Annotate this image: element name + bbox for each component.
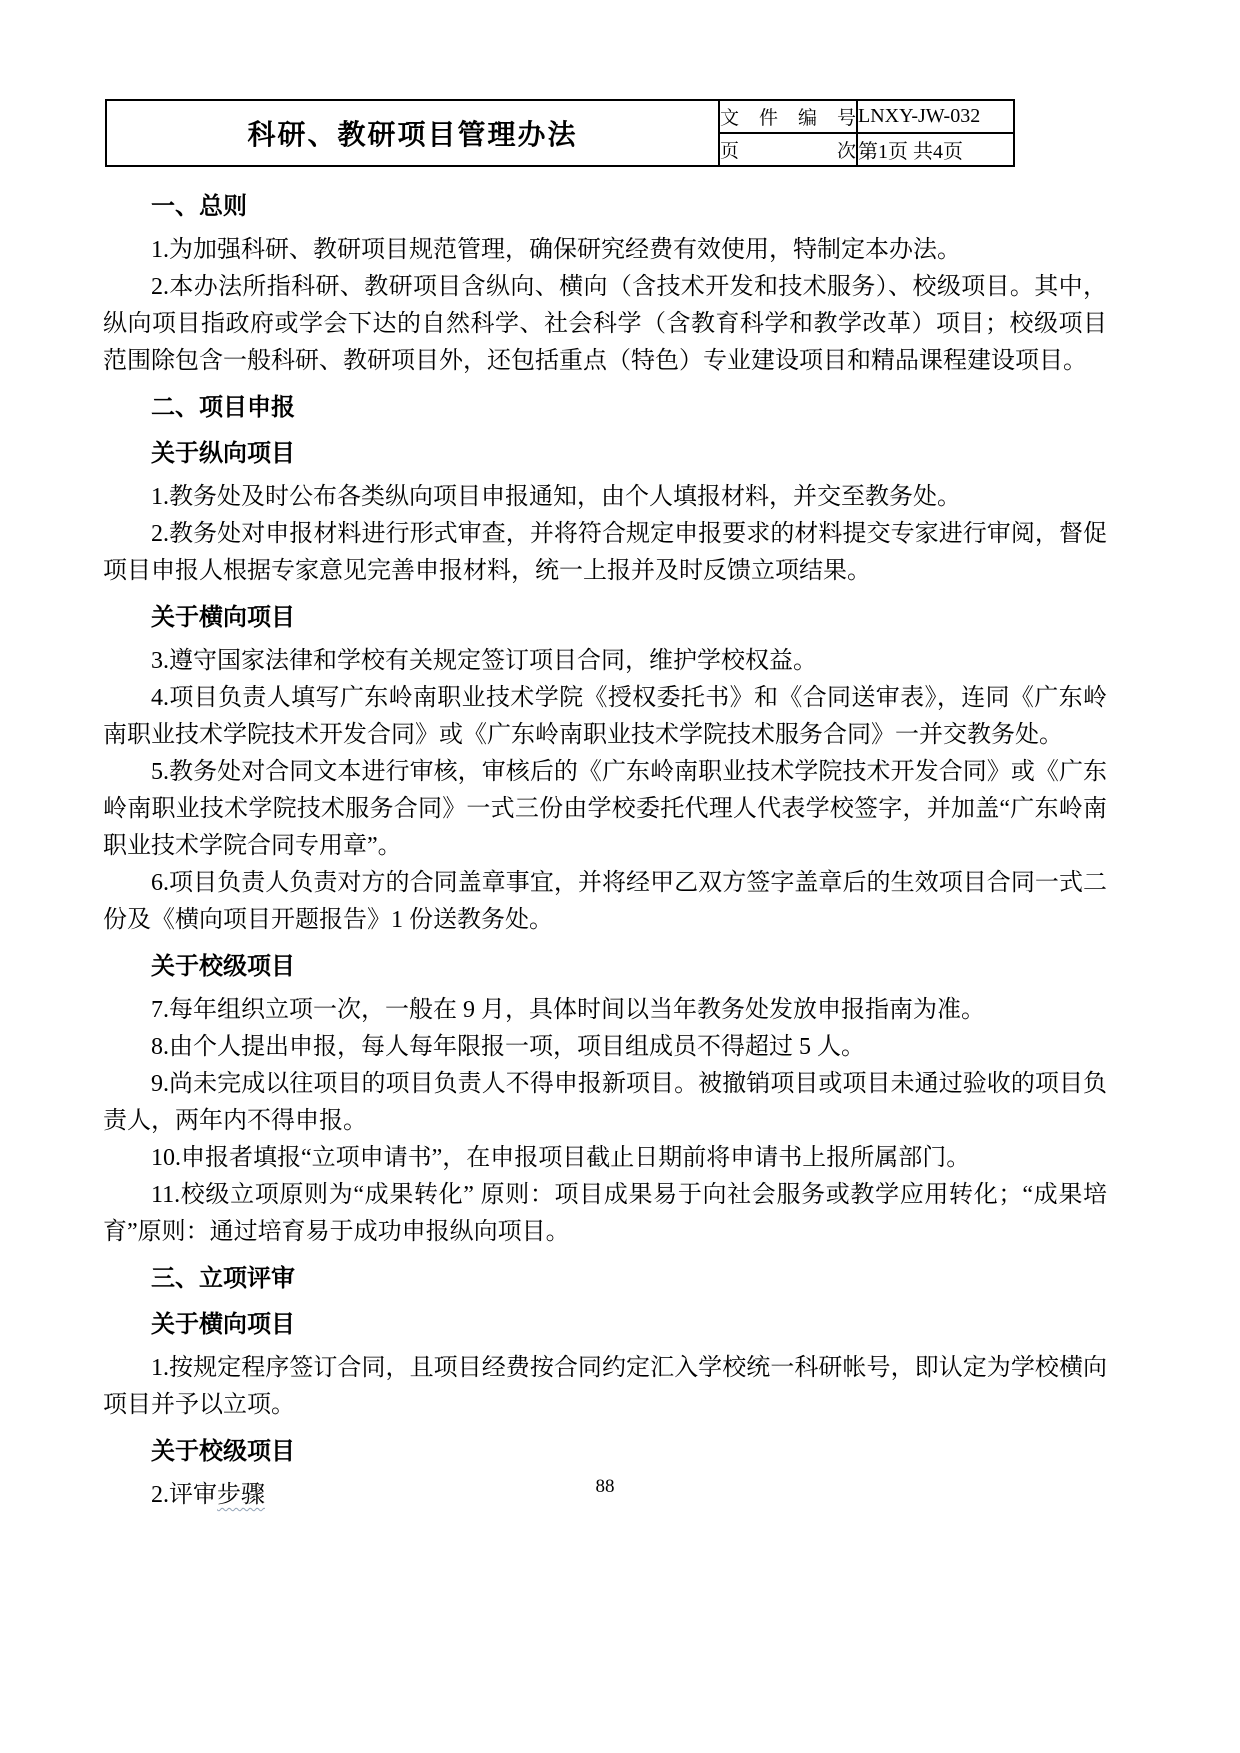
paragraph-application-1: 1.教务处及时公布各类纵向项目申报通知，由个人填报材料，并交至教务处。 xyxy=(151,484,961,510)
document-body xyxy=(103,188,1107,1514)
subsection-heading-school-projects: 关于校级项目 xyxy=(151,953,295,980)
document-header-table xyxy=(105,99,1015,167)
paragraph-application-11: 11.校级立项原则为“成果转化” 原则：项目成果易于向社会服务或教学应用转化；“成果培育”原则：通过培育易于成功申报纵向项目。 xyxy=(103,1182,1107,1245)
section-heading-general-rules: 一、总则 xyxy=(151,193,247,220)
section-heading-project-review: 三、立项评审 xyxy=(151,1265,295,1292)
subsection-heading-horizontal-projects: 关于横向项目 xyxy=(151,604,295,631)
paragraph-application-8: 8.由个人提出申报，每人每年限报一项，项目组成员不得超过 5 人。 xyxy=(151,1034,865,1060)
section-heading-project-application: 二、项目申报 xyxy=(151,394,295,421)
page-index-label: 页 次 xyxy=(719,133,857,166)
paragraph-application-2: 2.教务处对申报材料进行形式审查，并将符合规定申报要求的材料提交专家进行审阅，督促项目申报人根据专家意见完善申报材料，统一上报并及时反馈立项结果。 xyxy=(103,521,1107,584)
paragraph-application-10: 10.申报者填报“立项申请书”，在申报项目截止日期前将申请书上报所属部门。 xyxy=(151,1145,971,1171)
subsection-heading-school-projects-review: 关于校级项目 xyxy=(151,1438,295,1465)
document-title: 科研、教研项目管理办法 xyxy=(106,100,719,166)
page-index-value: 第1页 共4页 xyxy=(857,133,1014,166)
paragraph-application-6: 6.项目负责人负责对方的合同盖章事宜，并将经甲乙双方签字盖章后的生效项目合同一式二份及《横向项目开题报告》1 份送教务处。 xyxy=(103,870,1107,933)
doc-number-label: 文 件 编 号 xyxy=(719,100,857,133)
page-number: 88 xyxy=(595,1476,615,1497)
paragraph-application-7: 7.每年组织立项一次，一般在 9 月，具体时间以当年教务处发放申报指南为准。 xyxy=(151,997,985,1023)
paragraph-general-2: 2.本办法所指科研、教研项目含纵向、横向（含技术开发和技术服务）、校级项目。其中，纵向项目指政府或学会下达的自然科学、社会科学（含教育科学和教学改革）项目；校级项目范围除包含一般科研、教研项目外，还包括重点（特色）专业建设项目和精品课程建设项目。 xyxy=(103,274,1107,374)
review-steps-text: 2.评审 xyxy=(151,1482,217,1508)
doc-number-value: LNXY-JW-032 xyxy=(857,100,1014,133)
review-steps-underlined-text: 步骤 xyxy=(217,1482,265,1508)
paragraph-review-1: 1.按规定程序签订合同，且项目经费按合同约定汇入学校统一科研帐号，即认定为学校横向项目并予以立项。 xyxy=(103,1355,1107,1418)
page-footer xyxy=(103,1476,1107,1498)
paragraph-application-3: 3.遵守国家法律和学校有关规定签订项目合同，维护学校权益。 xyxy=(151,648,817,674)
paragraph-application-5: 5.教务处对合同文本进行审核，审核后的《广东岭南职业技术学院技术开发合同》或《广东岭南职业技术学院技术服务合同》一式三份由学校委托代理人代表学校签字，并加盖“广东岭南职业技术学院合同专用章”。 xyxy=(103,759,1107,859)
subsection-heading-vertical-projects: 关于纵向项目 xyxy=(151,440,295,467)
subsection-heading-horizontal-projects-review: 关于横向项目 xyxy=(151,1311,295,1338)
paragraph-general-1: 1.为加强科研、教研项目规范管理，确保研究经费有效使用，特制定本办法。 xyxy=(151,237,961,263)
paragraph-application-4: 4.项目负责人填写广东岭南职业技术学院《授权委托书》和《合同送审表》，连同《广东岭南职业技术学院技术开发合同》或《广东岭南职业技术学院技术服务合同》一并交教务处。 xyxy=(103,685,1107,748)
paragraph-application-9: 9.尚未完成以往项目的项目负责人不得申报新项目。被撤销项目或项目未通过验收的项目负责人，两年内不得申报。 xyxy=(103,1071,1107,1134)
